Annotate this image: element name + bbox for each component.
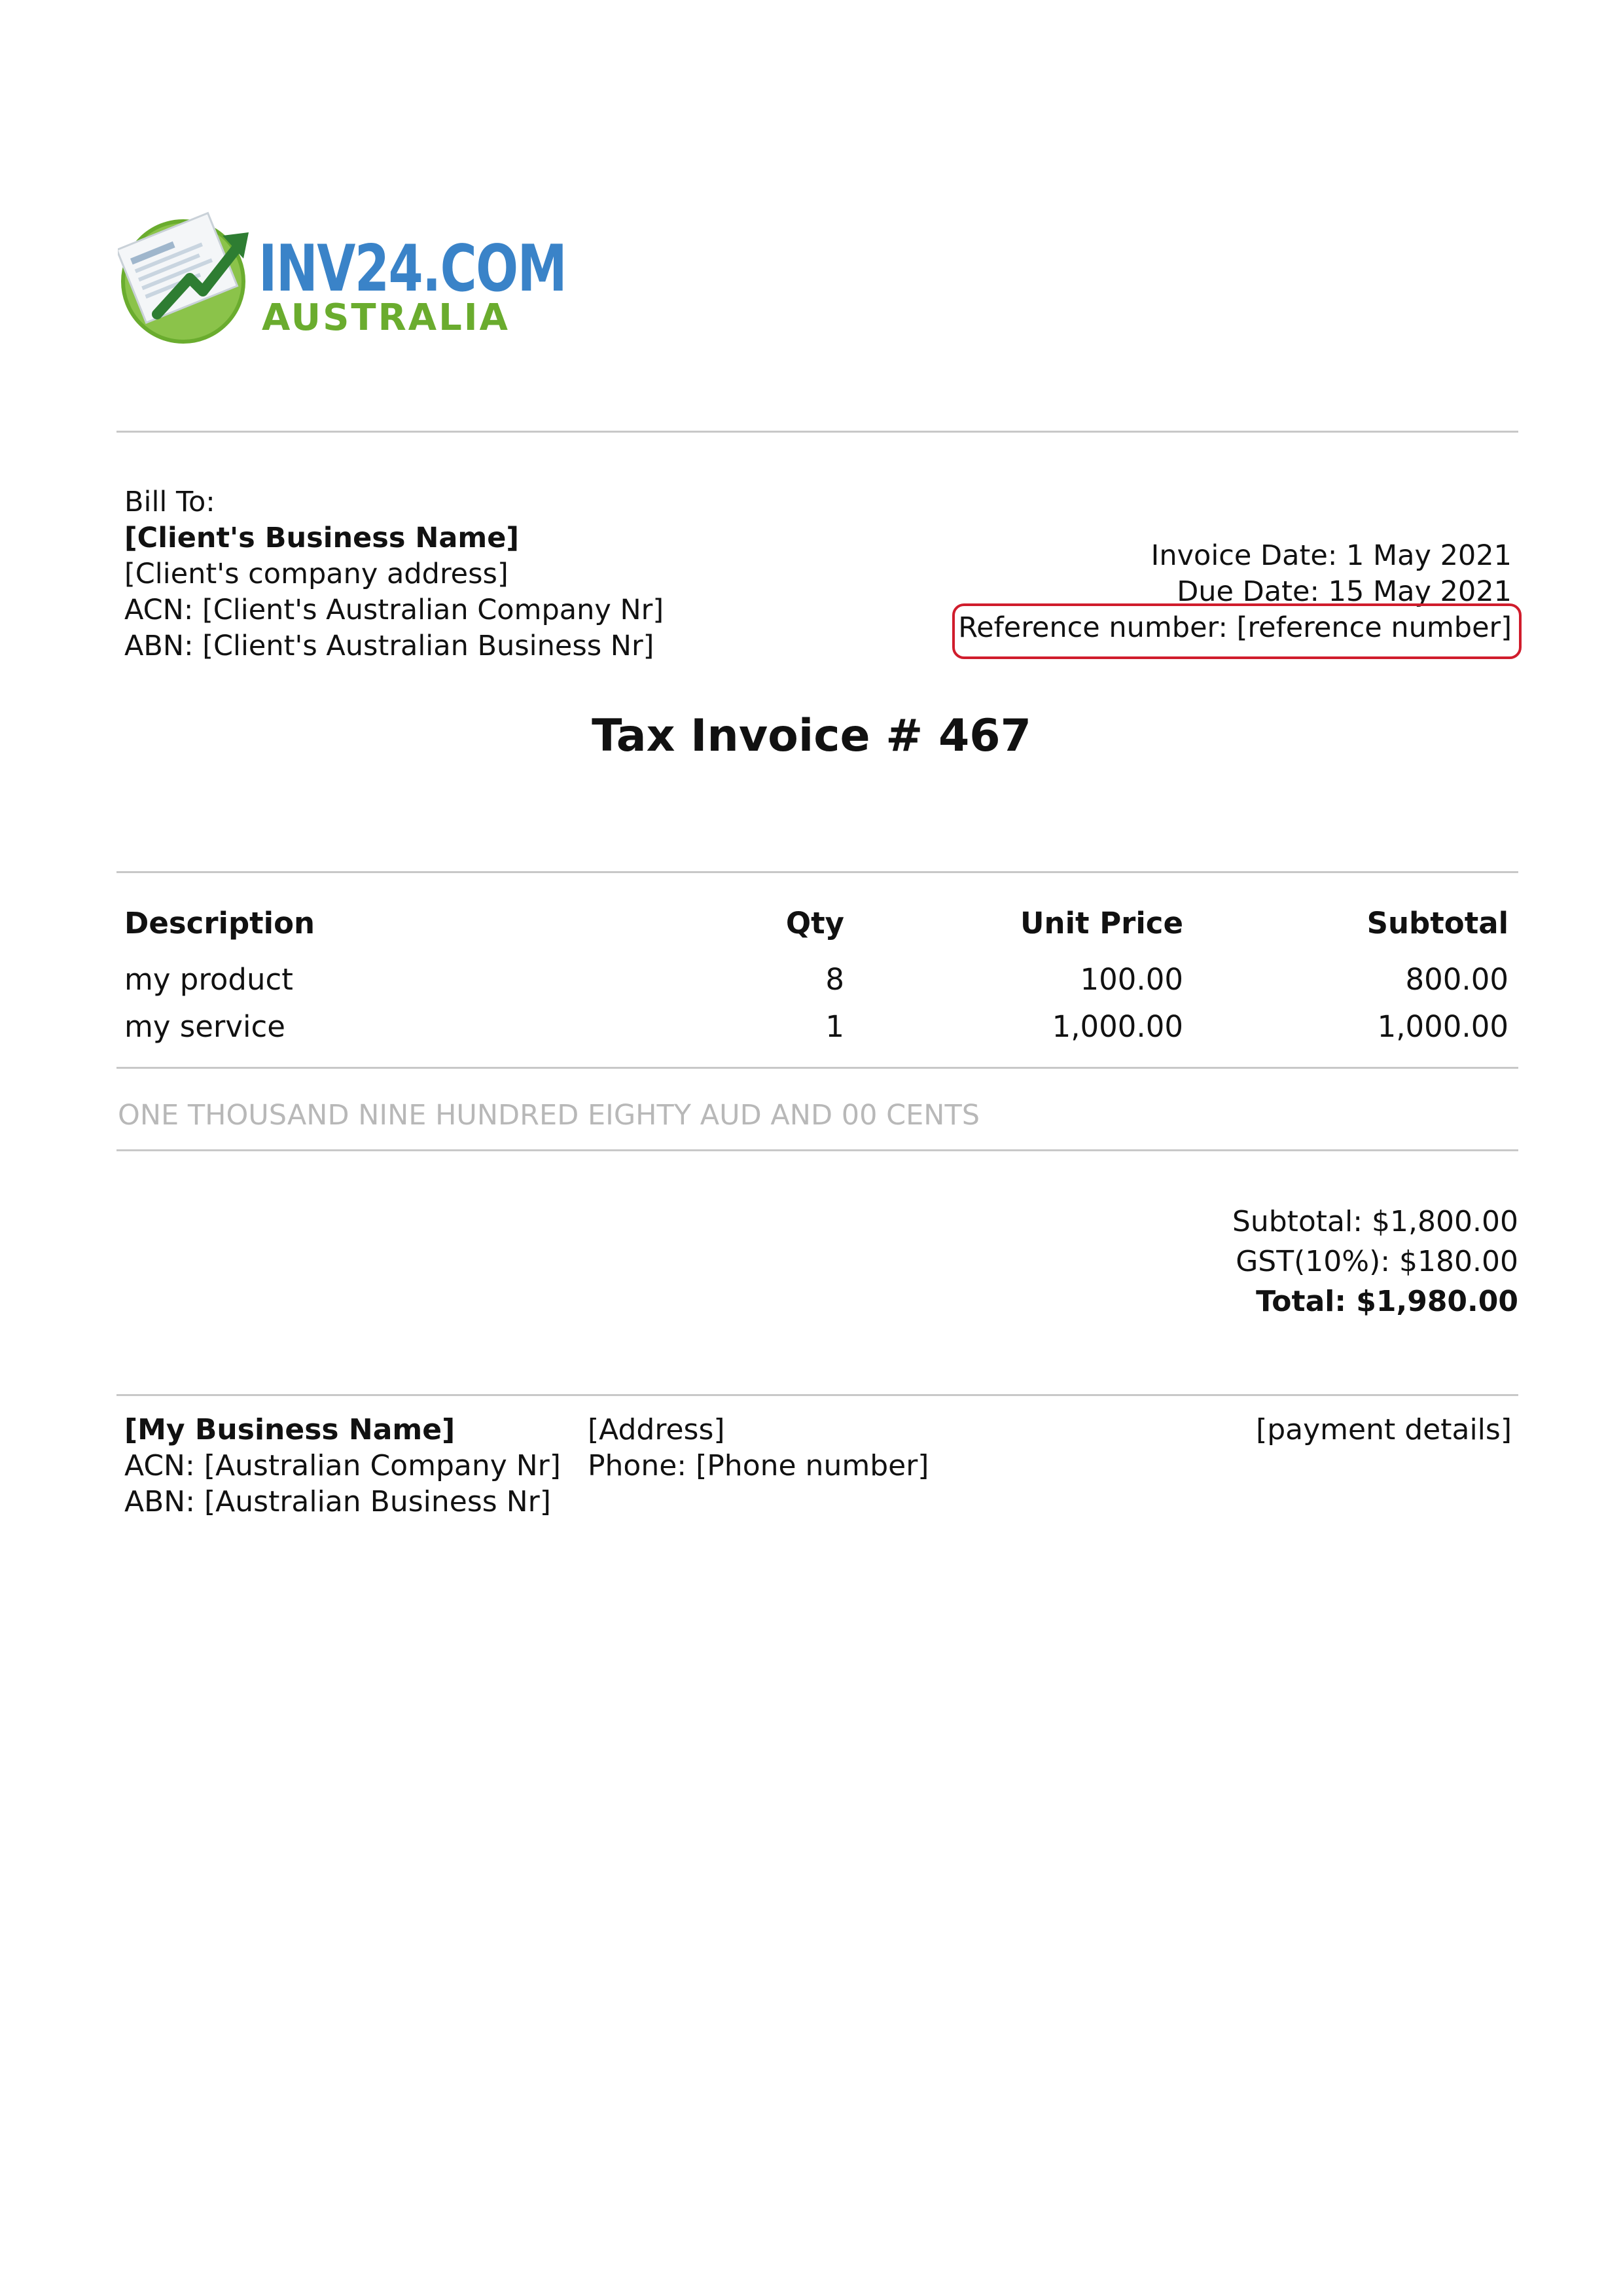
column-header-unit-price: Unit Price [1020,906,1183,941]
table-top-divider [116,871,1518,873]
client-address: [Client's company address] [124,558,508,590]
invoice-title: Tax Invoice # 467 [592,710,1031,762]
column-header-description: Description [124,906,315,941]
my-abn: ABN: [Australian Business Nr] [124,1485,551,1518]
table-bottom-divider [116,1067,1518,1069]
footer-business-block [124,1412,561,1520]
gst-amount: GST(10%): $180.00 [1236,1245,1518,1278]
bill-to-label: Bill To: [124,486,215,518]
my-phone: Phone: [Phone number] [588,1449,929,1482]
due-date: Due Date: 15 May 2021 [1177,575,1512,608]
totals-block [1232,1202,1518,1321]
client-business-name: [Client's Business Name] [124,522,520,554]
client-acn: ACN: [Client's Australian Company Nr] [124,594,664,626]
reference-number: Reference number: [reference number] [958,611,1512,644]
bill-to-block [124,484,664,664]
row-2-description: my service [124,1009,285,1044]
client-abn: ABN: [Client's Australian Business Nr] [124,630,654,662]
company-logo [118,209,567,347]
logo-country: AUSTRALIA [262,296,510,339]
footer-contact-block [588,1412,929,1484]
row-1-description: my product [124,962,293,997]
amount-in-words: ONE THOUSAND NINE HUNDRED EIGHTY AUD AND 00 CENTS [118,1099,980,1132]
row-2-qty: 1 [825,1009,844,1044]
footer-payment-block [1256,1412,1512,1448]
total-amount: Total: $1,980.00 [1256,1285,1518,1318]
logo-wordmark: INV24.COM [259,232,567,306]
reference-highlight-box [952,603,1522,659]
my-business-name: [My Business Name] [124,1413,455,1446]
logo-emblem-icon [118,209,255,347]
my-address: [Address] [588,1413,725,1446]
row-1-unit-price: 100.00 [1080,962,1183,997]
my-acn: ACN: [Australian Company Nr] [124,1449,561,1482]
row-1-qty: 8 [825,962,844,997]
row-2-unit-price: 1,000.00 [1052,1009,1183,1044]
column-header-subtotal: Subtotal [1366,906,1508,941]
invoice-date: Invoice Date: 1 May 2021 [1150,539,1512,572]
row-2-subtotal: 1,000.00 [1377,1009,1508,1044]
column-header-qty: Qty [785,906,844,941]
words-divider [116,1149,1518,1151]
row-1-subtotal: 800.00 [1405,962,1508,997]
header-divider [116,431,1518,433]
subtotal-amount: Subtotal: $1,800.00 [1232,1205,1518,1238]
footer-divider [116,1394,1518,1396]
payment-details: [payment details] [1256,1413,1512,1446]
